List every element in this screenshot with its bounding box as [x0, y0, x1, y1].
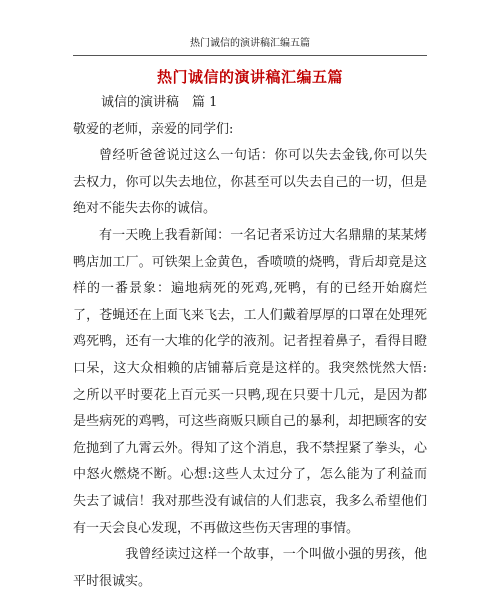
- paragraph: 有一天晚上我看新闻：一名记者采访过大名鼎鼎的某某烤鸭店加工厂。可铁架上金黄色，香喷喷的烧鸭，背后却竟是这样的一番景象：遍地病死的死鸡,死鸭，有的已经开始腐烂了，苍蝇还在上面飞来飞去，工人们戴着厚厚的口罩在处理死鸡死鸭，还有一大堆的化学的液剂。记者捏着鼻子，看得目瞪口呆，这大众相赖的店铺幕后竟是这样的。我突然恍然大悟:之所以平时要花上百元买一只鸭,现在只要十几元，是因为都是些病死的鸡鸭，可这些商贩只顾自己的暴利，却把顾客的安危抛到了九霄云外。得知了这个消息，我不禁捏紧了拳头，心中怒火燃烧不断。心想:这些人太过分了，怎么能为了利益而失去了诚信！我对那些没有诚信的人们悲哀，我多么希望他们有一天会良心发现，不再做这些伤天害理的事情。: [73, 227, 427, 536]
- running-header: 热门诚信的演讲稿汇编五篇: [190, 38, 310, 49]
- section-heading: 诚信的演讲稿 篇 1: [101, 95, 218, 110]
- document-title: 热门诚信的演讲稿汇编五篇: [156, 68, 343, 86]
- paragraph: 曾经听爸爸说过这么一句话：你可以失去金钱,你可以失去权力，你可以失去地位，你甚至可以失去自己的一切，但是绝对不能失去你的诚信。: [73, 148, 427, 217]
- paragraph-partial: 我曾经读过这样一个故事，一个叫做小强的男孩，他平时很诚实。: [73, 547, 427, 589]
- salutation: 敬爱的老师，亲爱的同学们:: [73, 121, 234, 137]
- document-body: [73, 90, 427, 589]
- header-divider: [73, 55, 427, 56]
